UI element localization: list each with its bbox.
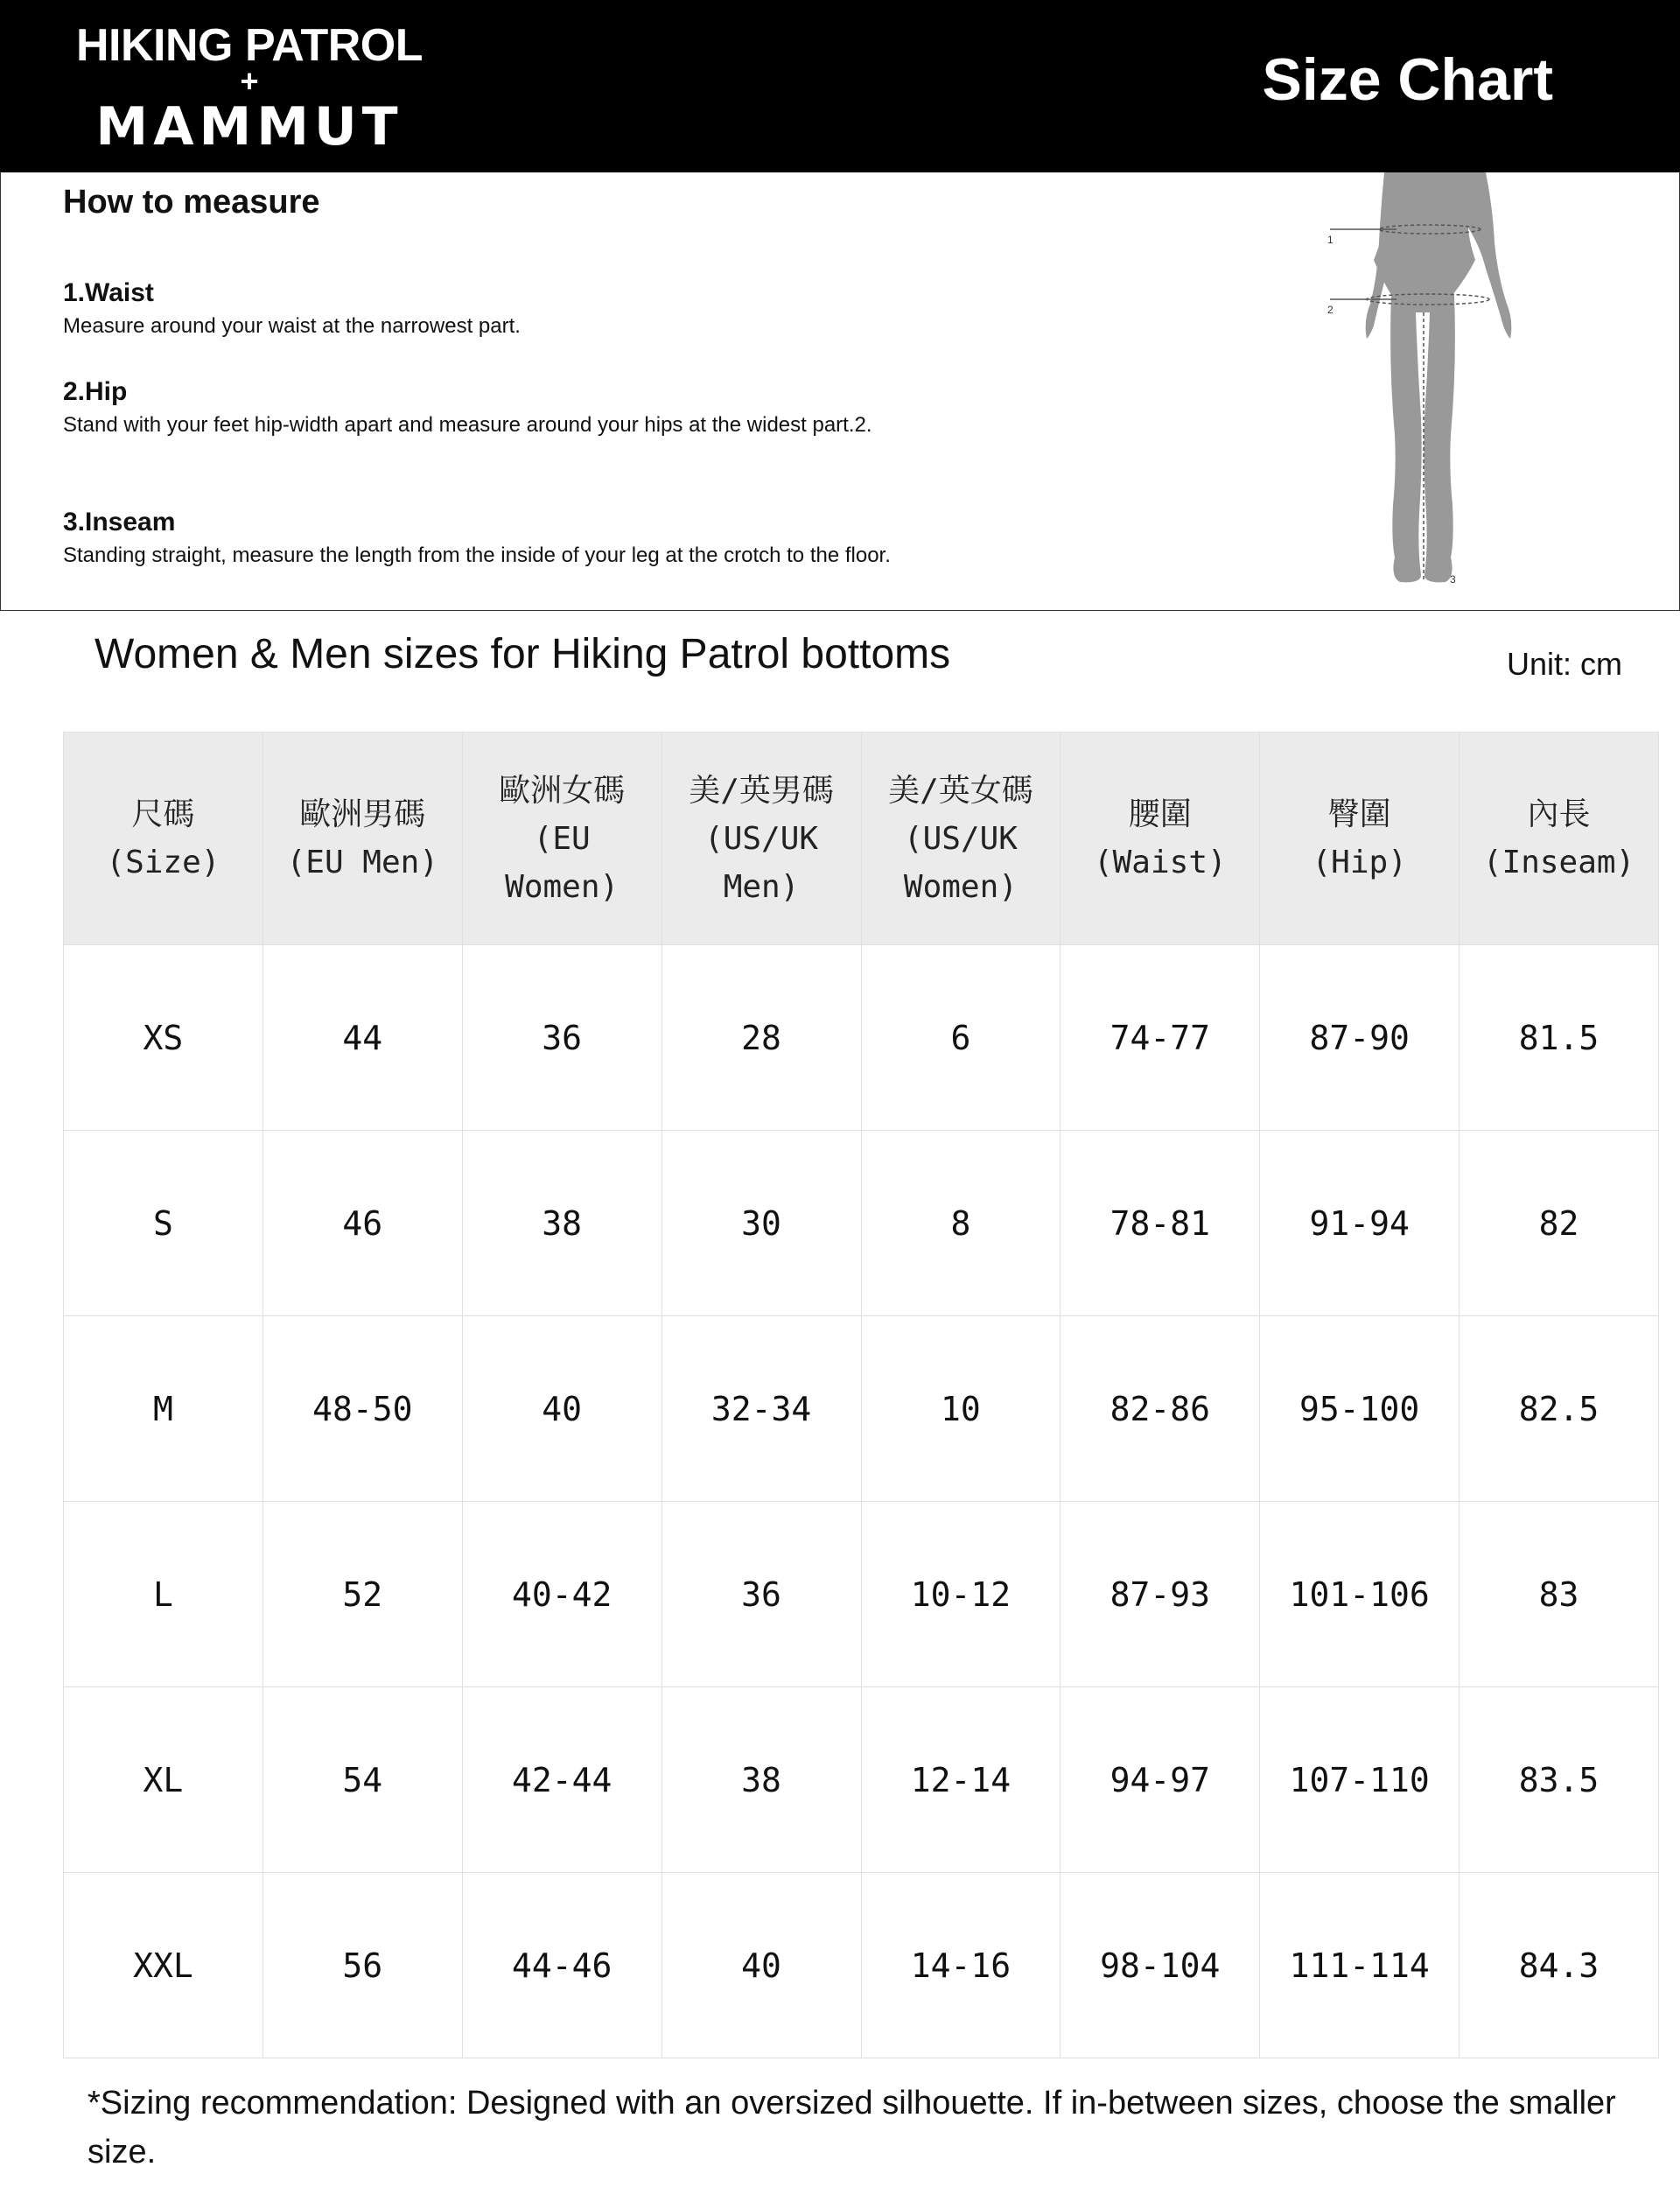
step-inseam-description: Standing straight, measure the length from the inside of your leg at the crotch to the floor. [63, 543, 891, 567]
table-cell: 87-93 [1060, 1502, 1260, 1687]
size-table [63, 732, 1659, 2058]
table-cell: XL [64, 1687, 263, 1873]
table-cell: 48-50 [262, 1316, 462, 1502]
table-cell: 32-34 [662, 1316, 861, 1502]
table-cell: 87-90 [1260, 945, 1460, 1131]
table-cell: 81.5 [1460, 945, 1659, 1131]
header-us-uk-women: 美/英女碼 (US/UK Women) [861, 733, 1060, 945]
table-cell: 95-100 [1260, 1316, 1460, 1502]
header-us-uk-men: 美/英男碼 (US/UK Men) [662, 733, 861, 945]
table-cell: 28 [662, 945, 861, 1131]
brand-plus: + [240, 63, 259, 99]
header-hip: 臀圍 (Hip) [1260, 733, 1460, 945]
figure-label-inseam: 3 [1450, 573, 1456, 586]
table-cell: 52 [262, 1502, 462, 1687]
body-measurement-figure [1312, 172, 1592, 593]
table-cell: 54 [262, 1687, 462, 1873]
table-cell: 111-114 [1260, 1873, 1460, 2058]
table-cell: 84.3 [1460, 1873, 1659, 2058]
how-to-measure-title: How to measure [63, 184, 320, 221]
table-cell: M [64, 1316, 263, 1502]
page-title: Size Chart [1262, 46, 1553, 113]
table-cell: XXL [64, 1873, 263, 2058]
table-cell: 36 [462, 945, 662, 1131]
table-cell: 6 [861, 945, 1060, 1131]
table-cell: 82 [1460, 1131, 1659, 1316]
step-waist-description: Measure around your waist at the narrowest part. [63, 314, 521, 338]
table-cell: 107-110 [1260, 1687, 1460, 1873]
header-eu-men: 歐洲男碼 (EU Men) [262, 733, 462, 945]
step-inseam-title: 3.Inseam [63, 508, 176, 536]
header-waist: 腰圍 (Waist) [1060, 733, 1260, 945]
brand-hiking-patrol: HIKING PATROL [76, 20, 423, 71]
table-cell: 38 [462, 1131, 662, 1316]
table-cell: 94-97 [1060, 1687, 1260, 1873]
table-cell: 56 [262, 1873, 462, 2058]
table-cell: 82-86 [1060, 1316, 1260, 1502]
table-row [64, 1502, 1659, 1687]
table-cell: 82.5 [1460, 1316, 1659, 1502]
section-title: Women & Men sizes for Hiking Patrol bottoms [94, 631, 951, 677]
header-size: 尺碼 (Size) [64, 733, 263, 945]
header-inseam: 內長 (Inseam) [1460, 733, 1659, 945]
table-cell: 38 [662, 1687, 861, 1873]
sizing-footnote: *Sizing recommendation: Designed with an oversized silhouette. If in-between sizes, choose the smaller size. [88, 2085, 1616, 2170]
step-waist-title: 1.Waist [63, 278, 154, 307]
table-cell: 44 [262, 945, 462, 1131]
table-cell: 40 [662, 1873, 861, 2058]
table-cell: 46 [262, 1131, 462, 1316]
step-hip-description: Stand with your feet hip-width apart and measure around your hips at the widest part.2. [63, 413, 872, 437]
table-cell: 40-42 [462, 1502, 662, 1687]
table-row [64, 1873, 1659, 2058]
table-cell: 30 [662, 1131, 861, 1316]
table-cell: 40 [462, 1316, 662, 1502]
table-cell: 74-77 [1060, 945, 1260, 1131]
unit-label: Unit: cm [1506, 646, 1622, 682]
table-cell: 98-104 [1060, 1873, 1260, 2058]
table-header-row [64, 733, 1659, 945]
figure-label-hip: 2 [1327, 304, 1334, 316]
table-cell: 83 [1460, 1502, 1659, 1687]
table-cell: 36 [662, 1502, 861, 1687]
table-cell: 10-12 [861, 1502, 1060, 1687]
table-cell: 44-46 [462, 1873, 662, 2058]
table-row [64, 1316, 1659, 1502]
table-cell: 10 [861, 1316, 1060, 1502]
table-cell: 78-81 [1060, 1131, 1260, 1316]
step-hip-title: 2.Hip [63, 377, 128, 406]
header-eu-women: 歐洲女碼 (EU Women) [462, 733, 662, 945]
table-cell: 91-94 [1260, 1131, 1460, 1316]
table-cell: 12-14 [861, 1687, 1060, 1873]
table-cell: S [64, 1131, 263, 1316]
table-cell: 83.5 [1460, 1687, 1659, 1873]
table-row [64, 1687, 1659, 1873]
table-cell: XS [64, 945, 263, 1131]
table-cell: 14-16 [861, 1873, 1060, 2058]
table-row [64, 945, 1659, 1131]
table-row [64, 1131, 1659, 1316]
table-cell: 101-106 [1260, 1502, 1460, 1687]
figure-label-waist: 1 [1327, 234, 1334, 246]
table-cell: 8 [861, 1131, 1060, 1316]
brand-mammut: MAMMUT [95, 96, 403, 158]
header-banner [0, 0, 1680, 172]
table-cell: 42-44 [462, 1687, 662, 1873]
table-cell: L [64, 1502, 263, 1687]
